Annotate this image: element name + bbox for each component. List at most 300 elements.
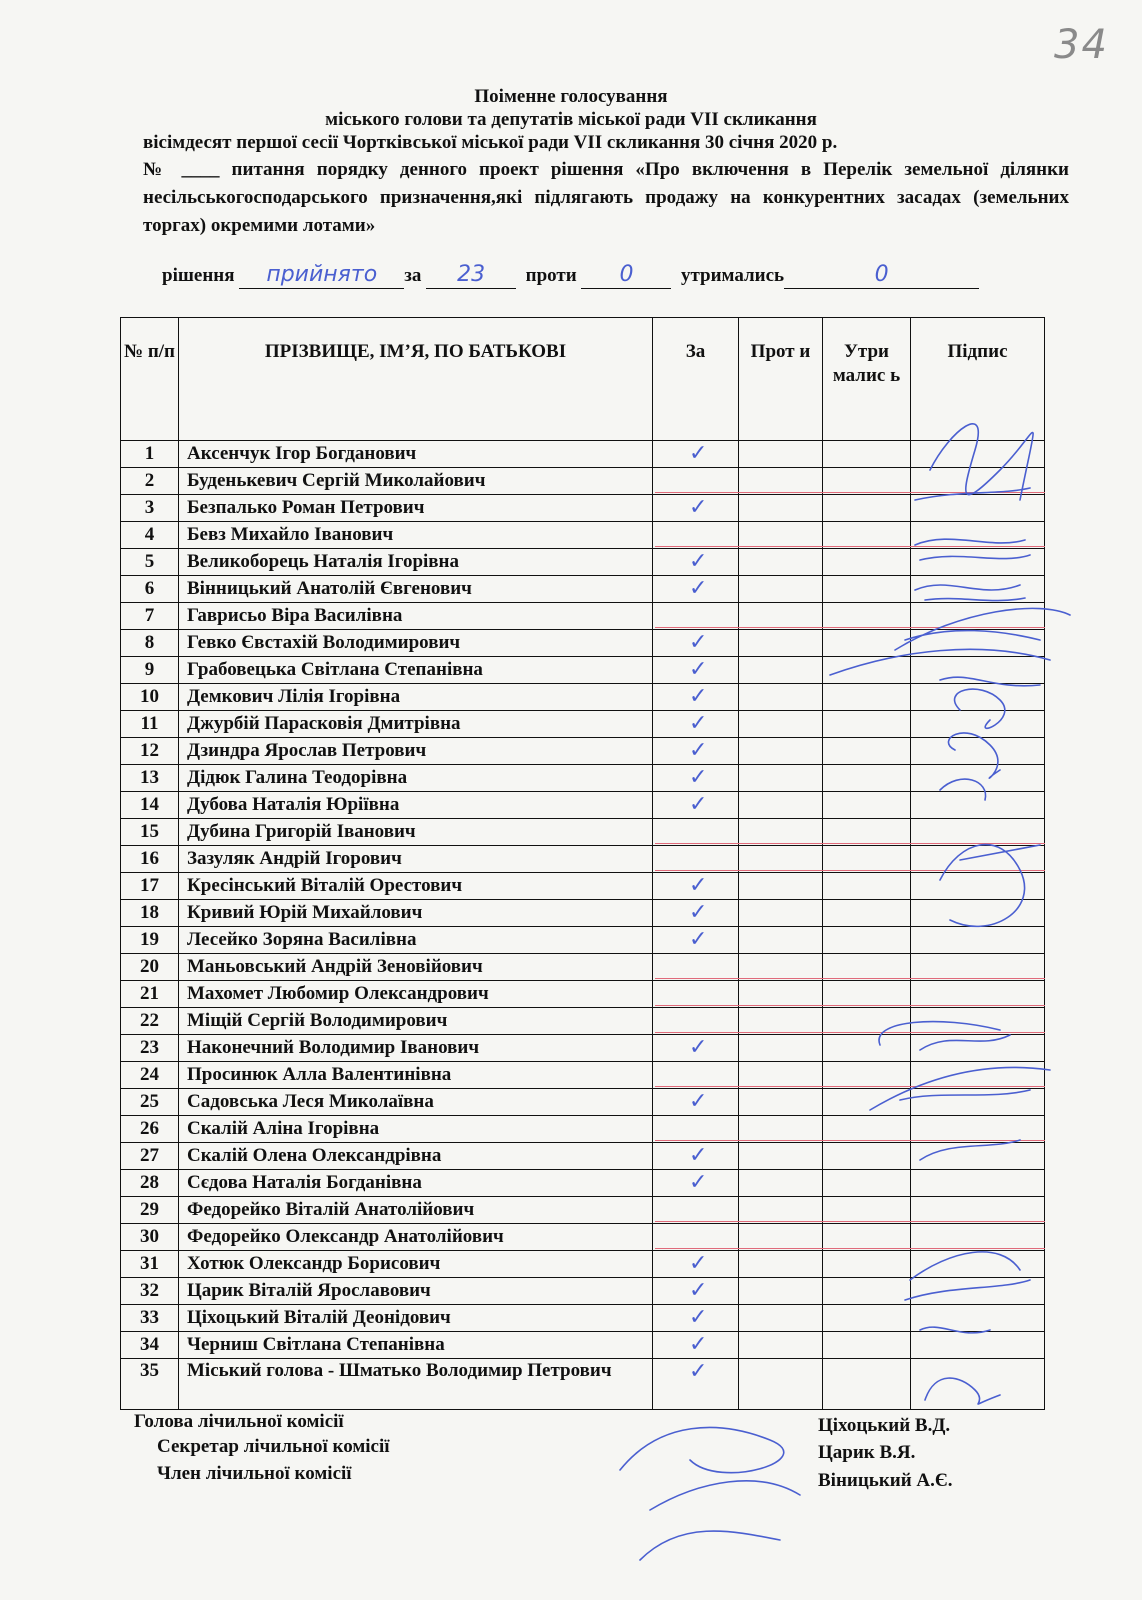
check-mark-icon: ✓	[689, 1170, 708, 1195]
check-mark-icon: ✓	[689, 927, 708, 952]
row-against	[739, 765, 823, 792]
row-for	[653, 1197, 739, 1224]
row-abstain	[823, 1035, 911, 1062]
row-number: 12	[121, 738, 179, 765]
table-row	[121, 603, 1045, 630]
row-abstain	[823, 468, 911, 495]
check-mark-icon: ✓	[689, 1278, 708, 1303]
row-abstain	[823, 441, 911, 468]
row-for	[653, 495, 739, 522]
row-against	[739, 981, 823, 1008]
row-for	[653, 576, 739, 603]
row-for	[653, 1062, 739, 1089]
row-for	[653, 792, 739, 819]
absent-strike-line	[655, 1140, 1045, 1141]
row-signature	[911, 846, 1045, 873]
row-name: Дубина Григорій Іванович	[179, 819, 653, 846]
table-row	[121, 1008, 1045, 1035]
row-name: Джурбій Парасковія Дмитрівна	[179, 711, 653, 738]
row-signature	[911, 738, 1045, 765]
row-for	[653, 846, 739, 873]
for-label: за	[404, 265, 422, 286]
table-row	[121, 954, 1045, 981]
member-label: Член лічильної комісії	[157, 1463, 352, 1484]
row-against	[739, 900, 823, 927]
row-against	[739, 1251, 823, 1278]
table-row	[121, 711, 1045, 738]
row-abstain	[823, 576, 911, 603]
check-mark-icon: ✓	[689, 1305, 708, 1330]
table-row	[121, 738, 1045, 765]
row-against	[739, 873, 823, 900]
row-signature	[911, 522, 1045, 549]
row-signature	[911, 1170, 1045, 1197]
chair-name: Ціхоцький В.Д.	[818, 1415, 951, 1436]
session-line: вісімдесят першої сесії Чортківської міської ради VII скликання 30 січня 2020 р.	[143, 132, 838, 153]
row-number: 27	[121, 1143, 179, 1170]
row-number: 20	[121, 954, 179, 981]
table-row	[121, 495, 1045, 522]
row-against	[739, 630, 823, 657]
row-abstain	[823, 522, 911, 549]
row-number: 23	[121, 1035, 179, 1062]
check-mark-icon: ✓	[689, 1332, 708, 1357]
col-abstain: Утри малис ь	[823, 318, 911, 441]
row-name: Зазуляк Андрій Ігорович	[179, 846, 653, 873]
table-row	[121, 1278, 1045, 1305]
row-abstain	[823, 1332, 911, 1359]
row-against	[739, 549, 823, 576]
row-for	[653, 711, 739, 738]
row-number: 18	[121, 900, 179, 927]
absent-strike-line	[655, 978, 1045, 979]
check-mark-icon: ✓	[689, 657, 708, 682]
row-number: 16	[121, 846, 179, 873]
row-name: Міщій Сергій Володимирович	[179, 1008, 653, 1035]
row-against	[739, 1062, 823, 1089]
table-row	[121, 1116, 1045, 1143]
row-against	[739, 522, 823, 549]
row-for	[653, 873, 739, 900]
table-row	[121, 1332, 1045, 1359]
row-against	[739, 1089, 823, 1116]
row-against	[739, 603, 823, 630]
row-against	[739, 819, 823, 846]
row-signature	[911, 603, 1045, 630]
table-row	[121, 468, 1045, 495]
check-mark-icon: ✓	[689, 495, 708, 520]
check-mark-icon: ✓	[689, 1089, 708, 1114]
col-name: ПРІЗВИЩЕ, ІМ’Я, ПО БАТЬКОВІ	[179, 318, 653, 441]
row-abstain	[823, 630, 911, 657]
row-number: 1	[121, 441, 179, 468]
row-signature	[911, 1332, 1045, 1359]
row-name: Федорейко Олександр Анатолійович	[179, 1224, 653, 1251]
row-for	[653, 1251, 739, 1278]
row-number: 34	[121, 1332, 179, 1359]
row-for	[653, 981, 739, 1008]
row-abstain	[823, 927, 911, 954]
row-name: Аксенчук Ігор Богданович	[179, 441, 653, 468]
check-mark-icon: ✓	[689, 792, 708, 817]
row-abstain	[823, 1251, 911, 1278]
row-against	[739, 495, 823, 522]
row-for	[653, 1224, 739, 1251]
row-number: 30	[121, 1224, 179, 1251]
check-mark-icon: ✓	[689, 576, 708, 601]
row-against	[739, 1197, 823, 1224]
row-signature	[911, 468, 1045, 495]
table-row	[121, 657, 1045, 684]
decision-line	[162, 262, 979, 289]
row-for	[653, 1359, 739, 1410]
table-row	[121, 1089, 1045, 1116]
row-signature	[911, 792, 1045, 819]
row-against	[739, 1035, 823, 1062]
table-row	[121, 846, 1045, 873]
row-for	[653, 1170, 739, 1197]
absent-strike-line	[655, 843, 1045, 844]
row-for	[653, 927, 739, 954]
row-signature	[911, 495, 1045, 522]
row-name: Кресінський Віталій Орестович	[179, 873, 653, 900]
against-label: проти	[525, 265, 577, 286]
row-name: Черниш Світлана Степанівна	[179, 1332, 653, 1359]
row-name: Сєдова Наталія Богданівна	[179, 1170, 653, 1197]
row-signature	[911, 576, 1045, 603]
absent-strike-line	[655, 1032, 1045, 1033]
row-number: 8	[121, 630, 179, 657]
row-name: Демкович Лілія Ігорівна	[179, 684, 653, 711]
row-abstain	[823, 1305, 911, 1332]
check-mark-icon: ✓	[689, 441, 708, 466]
table-row	[121, 576, 1045, 603]
row-signature	[911, 954, 1045, 981]
table-row	[121, 441, 1045, 468]
row-signature	[911, 1089, 1045, 1116]
row-for	[653, 549, 739, 576]
row-number: 17	[121, 873, 179, 900]
row-for	[653, 468, 739, 495]
row-against	[739, 441, 823, 468]
row-name: Наконечний Володимир Іванович	[179, 1035, 653, 1062]
row-signature	[911, 981, 1045, 1008]
subtitle: міського голови та депутатів міської ради VII скликання	[325, 109, 817, 130]
row-abstain	[823, 549, 911, 576]
row-against	[739, 684, 823, 711]
row-signature	[911, 1062, 1045, 1089]
row-signature	[911, 1143, 1045, 1170]
absent-strike-line	[655, 1221, 1045, 1222]
row-signature	[911, 900, 1045, 927]
row-signature	[911, 1008, 1045, 1035]
table-row	[121, 819, 1045, 846]
row-number: 35	[121, 1359, 179, 1410]
absent-strike-line	[655, 870, 1045, 871]
row-for	[653, 954, 739, 981]
row-name: Скалій Олена Олександрівна	[179, 1143, 653, 1170]
row-for	[653, 630, 739, 657]
table-header	[121, 318, 1045, 441]
row-number: 29	[121, 1197, 179, 1224]
row-against	[739, 927, 823, 954]
signature-mark	[640, 1531, 780, 1560]
votes-table	[120, 317, 1045, 1410]
row-abstain	[823, 819, 911, 846]
decision-value: прийнято	[239, 262, 404, 289]
table-row	[121, 1170, 1045, 1197]
row-against	[739, 1278, 823, 1305]
check-mark-icon: ✓	[689, 900, 708, 925]
secretary-label: Секретар лічильної комісії	[157, 1436, 390, 1457]
row-abstain	[823, 1197, 911, 1224]
table-row	[121, 927, 1045, 954]
row-number: 32	[121, 1278, 179, 1305]
row-number: 24	[121, 1062, 179, 1089]
row-number: 22	[121, 1008, 179, 1035]
row-signature	[911, 819, 1045, 846]
row-number: 13	[121, 765, 179, 792]
row-against	[739, 846, 823, 873]
chair-label: Голова лічильної комісії	[134, 1411, 344, 1432]
absent-strike-line	[655, 1005, 1045, 1006]
page-number: 34	[1054, 22, 1109, 68]
row-signature	[911, 657, 1045, 684]
row-for	[653, 765, 739, 792]
row-abstain	[823, 495, 911, 522]
row-against	[739, 1143, 823, 1170]
row-number: 7	[121, 603, 179, 630]
row-number: 6	[121, 576, 179, 603]
for-value: 23	[426, 262, 516, 289]
check-mark-icon: ✓	[689, 549, 708, 574]
row-signature	[911, 1251, 1045, 1278]
row-for	[653, 1035, 739, 1062]
table-row	[121, 792, 1045, 819]
table-row	[121, 981, 1045, 1008]
row-name: Великоборець Наталія Ігорівна	[179, 549, 653, 576]
row-against	[739, 738, 823, 765]
row-signature	[911, 927, 1045, 954]
row-against	[739, 1008, 823, 1035]
row-abstain	[823, 657, 911, 684]
row-number: 2	[121, 468, 179, 495]
table-row	[121, 1035, 1045, 1062]
row-signature	[911, 765, 1045, 792]
row-for	[653, 738, 739, 765]
row-name: Маньовський Андрій Зеновійович	[179, 954, 653, 981]
row-against	[739, 792, 823, 819]
row-against	[739, 576, 823, 603]
row-against	[739, 1170, 823, 1197]
table-row	[121, 900, 1045, 927]
row-for	[653, 1305, 739, 1332]
row-abstain	[823, 603, 911, 630]
signature-mark	[620, 1428, 800, 1510]
col-against: Прот и	[739, 318, 823, 441]
row-name: Дубова Наталія Юріївна	[179, 792, 653, 819]
row-abstain	[823, 954, 911, 981]
row-signature	[911, 1278, 1045, 1305]
col-signature: Підпис	[911, 318, 1045, 441]
check-mark-icon: ✓	[689, 1359, 708, 1384]
table-row	[121, 873, 1045, 900]
row-number: 31	[121, 1251, 179, 1278]
col-number: № п/п	[121, 318, 179, 441]
row-number: 25	[121, 1089, 179, 1116]
decision-label: рішення	[162, 265, 235, 286]
row-abstain	[823, 792, 911, 819]
row-for	[653, 819, 739, 846]
row-abstain	[823, 1170, 911, 1197]
row-abstain	[823, 873, 911, 900]
row-for	[653, 1089, 739, 1116]
row-abstain	[823, 684, 911, 711]
row-for	[653, 1143, 739, 1170]
row-number: 5	[121, 549, 179, 576]
row-against	[739, 954, 823, 981]
against-value: 0	[581, 262, 671, 289]
row-signature	[911, 1305, 1045, 1332]
row-against	[739, 1224, 823, 1251]
absent-strike-line	[655, 627, 1045, 628]
row-for	[653, 1278, 739, 1305]
row-name: Дідюк Галина Теодорівна	[179, 765, 653, 792]
row-for	[653, 1116, 739, 1143]
table-row	[121, 1062, 1045, 1089]
check-mark-icon: ✓	[689, 630, 708, 655]
row-for	[653, 441, 739, 468]
row-abstain	[823, 1062, 911, 1089]
row-number: 3	[121, 495, 179, 522]
row-for	[653, 522, 739, 549]
table-row	[121, 1305, 1045, 1332]
row-name: Царик Віталій Ярославович	[179, 1278, 653, 1305]
row-abstain	[823, 1359, 911, 1410]
row-number: 28	[121, 1170, 179, 1197]
row-number: 15	[121, 819, 179, 846]
col-for: За	[653, 318, 739, 441]
title: Поіменне голосування	[474, 86, 668, 107]
row-for	[653, 900, 739, 927]
check-mark-icon: ✓	[689, 711, 708, 736]
row-for	[653, 603, 739, 630]
row-for	[653, 657, 739, 684]
row-name: Буденькевич Сергій Миколайович	[179, 468, 653, 495]
row-abstain	[823, 1143, 911, 1170]
row-signature	[911, 1359, 1045, 1410]
member-name: Віницький А.Є.	[818, 1470, 953, 1491]
table-row	[121, 1359, 1045, 1410]
row-name: Гевко Євстахій Володимирович	[179, 630, 653, 657]
check-mark-icon: ✓	[689, 684, 708, 709]
abstain-label: утримались	[680, 265, 785, 286]
row-abstain	[823, 1224, 911, 1251]
row-name: Федорейко Віталій Анатолійович	[179, 1197, 653, 1224]
row-name: Садовська Леся Миколаївна	[179, 1089, 653, 1116]
row-for	[653, 684, 739, 711]
row-number: 4	[121, 522, 179, 549]
check-mark-icon: ✓	[689, 738, 708, 763]
row-name: Дзиндра Ярослав Петрович	[179, 738, 653, 765]
abstain-value: 0	[784, 262, 979, 289]
table-row	[121, 630, 1045, 657]
row-against	[739, 657, 823, 684]
row-signature	[911, 441, 1045, 468]
row-signature	[911, 873, 1045, 900]
row-name: Бевз Михайло Іванович	[179, 522, 653, 549]
row-against	[739, 711, 823, 738]
check-mark-icon: ✓	[689, 1143, 708, 1168]
row-signature	[911, 1224, 1045, 1251]
check-mark-icon: ✓	[689, 765, 708, 790]
row-for	[653, 1332, 739, 1359]
row-signature	[911, 1116, 1045, 1143]
row-abstain	[823, 1089, 911, 1116]
row-name: Вінницький Анатолій Євгенович	[179, 576, 653, 603]
row-name: Гаврисьо Віра Василівна	[179, 603, 653, 630]
row-number: 19	[121, 927, 179, 954]
table-row	[121, 1224, 1045, 1251]
row-abstain	[823, 846, 911, 873]
row-abstain	[823, 1278, 911, 1305]
row-number: 10	[121, 684, 179, 711]
row-name: Ціхоцький Віталій Деонідович	[179, 1305, 653, 1332]
row-against	[739, 1116, 823, 1143]
row-name: Кривий Юрій Михайлович	[179, 900, 653, 927]
absent-strike-line	[655, 1086, 1045, 1087]
row-signature	[911, 684, 1045, 711]
check-mark-icon: ✓	[689, 1035, 708, 1060]
row-name: Хотюк Олександр Борисович	[179, 1251, 653, 1278]
row-abstain	[823, 738, 911, 765]
row-name: Міський голова - Шматько Володимир Петрович	[179, 1359, 653, 1410]
row-number: 26	[121, 1116, 179, 1143]
row-name: Скалій Аліна Ігорівна	[179, 1116, 653, 1143]
table-row	[121, 522, 1045, 549]
row-signature	[911, 711, 1045, 738]
table-row	[121, 765, 1045, 792]
absent-strike-line	[655, 492, 1045, 493]
row-abstain	[823, 1116, 911, 1143]
row-against	[739, 1359, 823, 1410]
row-signature	[911, 549, 1045, 576]
row-name: Махомет Любомир Олександрович	[179, 981, 653, 1008]
row-signature	[911, 1035, 1045, 1062]
table-row	[121, 549, 1045, 576]
row-for	[653, 1008, 739, 1035]
table-row	[121, 684, 1045, 711]
row-against	[739, 468, 823, 495]
row-abstain	[823, 711, 911, 738]
check-mark-icon: ✓	[689, 873, 708, 898]
row-name: Безпалько Роман Петрович	[179, 495, 653, 522]
secretary-name: Царик В.Я.	[818, 1442, 916, 1463]
row-abstain	[823, 981, 911, 1008]
row-number: 11	[121, 711, 179, 738]
row-number: 9	[121, 657, 179, 684]
absent-strike-line	[655, 546, 1045, 547]
row-number: 14	[121, 792, 179, 819]
table-row	[121, 1251, 1045, 1278]
row-against	[739, 1305, 823, 1332]
row-name: Лесейко Зоряна Василівна	[179, 927, 653, 954]
agenda-item: № ____ питання порядку денного проект рішення «Про включення в Перелік земельної ділянки несільськогосподарського призначення,які підлягають продажу на конкурентних засадах (земельних торгах) окремими лотами»	[143, 159, 1069, 236]
row-number: 21	[121, 981, 179, 1008]
row-abstain	[823, 765, 911, 792]
row-against	[739, 1332, 823, 1359]
row-signature	[911, 1197, 1045, 1224]
